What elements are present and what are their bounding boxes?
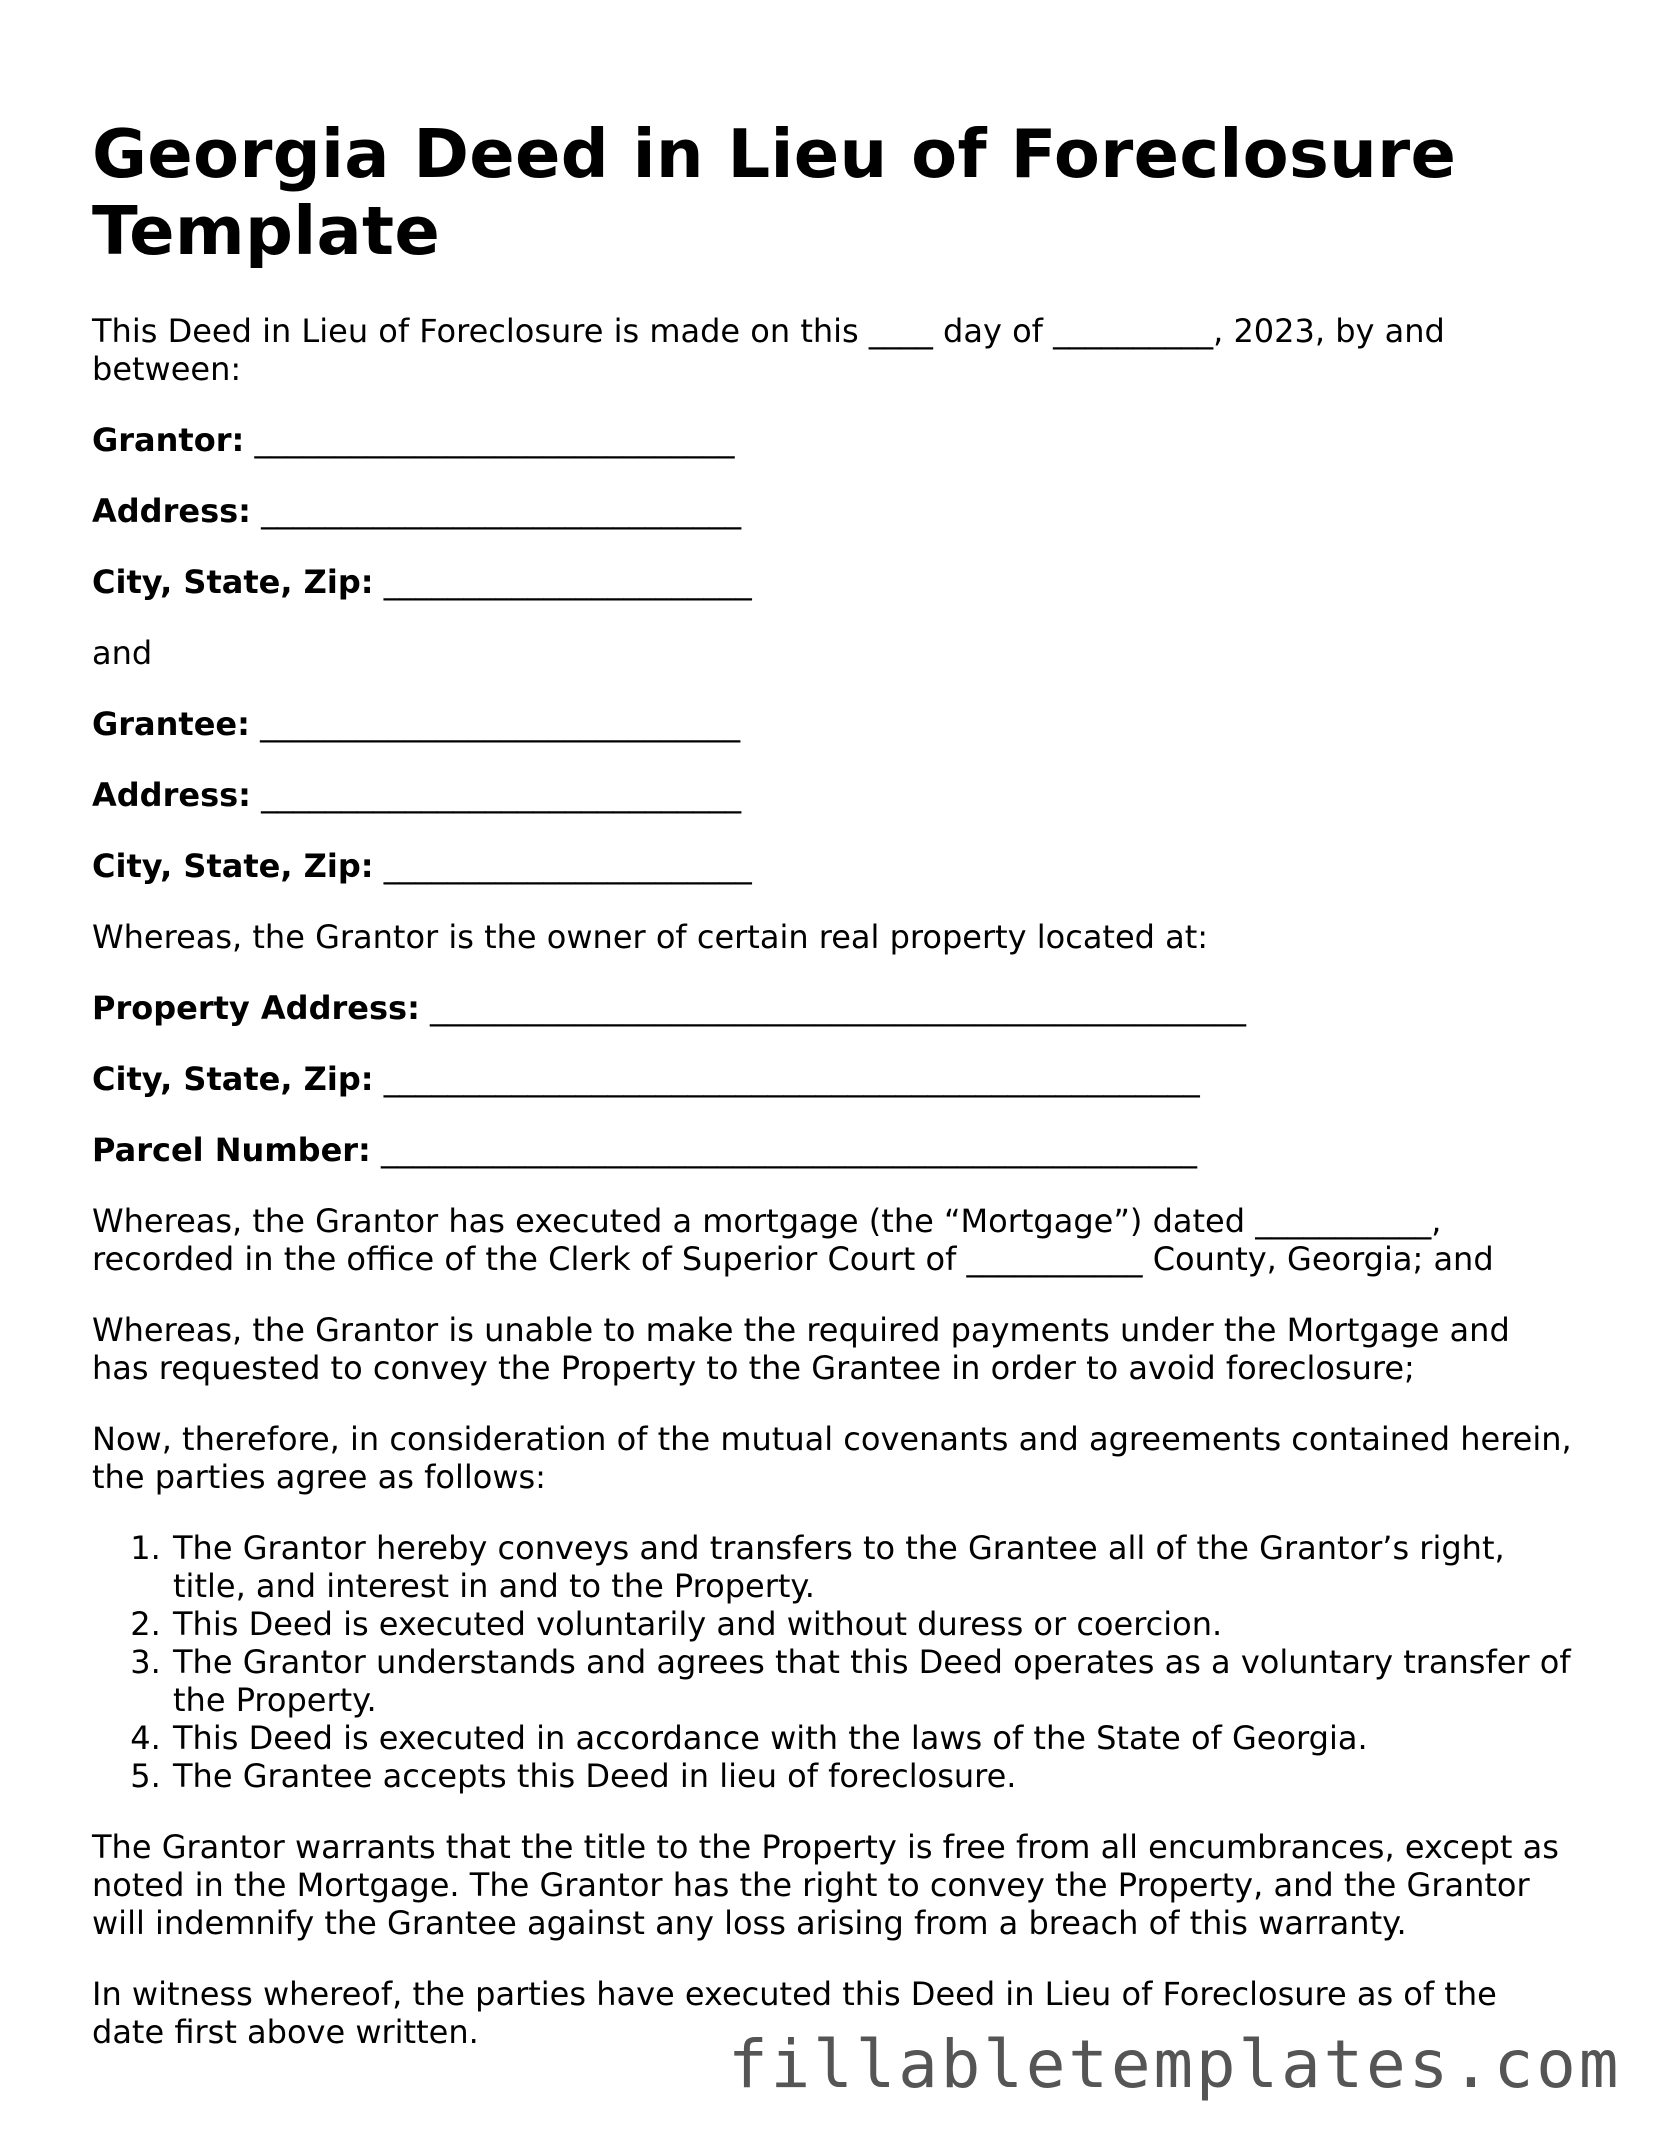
property-address-blank[interactable]: ___________________________________________________	[430, 989, 1247, 1027]
grantee-address-blank[interactable]: ______________________________	[261, 776, 742, 814]
intro-paragraph: This Deed in Lieu of Foreclosure is made on this ____ day of __________, 2023, by and between:	[92, 312, 1445, 388]
grantee-name-field	[92, 705, 1572, 743]
property-address-label: Property Address:	[92, 989, 420, 1027]
grantee-csz-field	[92, 847, 1572, 885]
whereas-unable-paragraph: Whereas, the Grantor is unable to make the required payments under the Mortgage and has requested to convey the Property to the Grantee in order to avoid foreclosure;	[92, 1311, 1510, 1387]
grantee-name-label: Grantee:	[92, 705, 250, 743]
grantor-address-blank[interactable]: ______________________________	[261, 492, 742, 530]
property-csz-field	[92, 1060, 1572, 1098]
document-page	[92, 116, 1572, 2084]
term-item: 5. The Grantee accepts this Deed in lieu of foreclosure.	[171, 1757, 1572, 1795]
grantor-csz-label: City, State, Zip:	[92, 563, 374, 601]
parcel-number-field	[92, 1131, 1572, 1169]
grantor-csz-blank[interactable]: _______________________	[383, 563, 752, 601]
document-title: Georgia Deed in Lieu of Foreclosure Template	[92, 115, 1457, 270]
grantor-name-field	[92, 421, 1572, 459]
term-item: 2. This Deed is executed voluntarily and without duress or coercion.	[171, 1605, 1572, 1643]
grantor-address-label: Address:	[92, 492, 251, 530]
grantee-csz-blank[interactable]: _______________________	[383, 847, 752, 885]
term-item: 1. The Grantor hereby conveys and transfers to the Grantee all of the Grantor’s right, title, and interest in and to the Property.	[171, 1529, 1572, 1605]
parcel-number-blank[interactable]: ___________________________________________________	[381, 1131, 1198, 1169]
grantor-name-label: Grantor:	[92, 421, 245, 459]
grantor-address-field	[92, 492, 1572, 530]
grantee-name-blank[interactable]: ______________________________	[260, 705, 741, 743]
now-therefore-paragraph: Now, therefore, in consideration of the mutual covenants and agreements contained herein, the parties agree as follows:	[92, 1420, 1572, 1496]
witness-paragraph: In witness whereof, the parties have executed this Deed in Lieu of Foreclosure as of the date first above written.	[92, 1975, 1497, 2051]
and-text: and	[92, 634, 153, 672]
grantee-address-label: Address:	[92, 776, 251, 814]
property-csz-blank[interactable]: ___________________________________________________	[383, 1060, 1200, 1098]
terms-list	[92, 1529, 1572, 1795]
grantor-csz-field	[92, 563, 1572, 601]
grantor-name-blank[interactable]: ______________________________	[254, 421, 735, 459]
warranty-paragraph: The Grantor warrants that the title to the Property is free from all encumbrances, except as noted in the Mortgage. The Grantor has the right to convey the Property, and the Grantor will indemnify the Grantee against any loss arising from a breach of this warranty.	[92, 1828, 1559, 1942]
term-item: 4. This Deed is executed in accordance with the laws of the State of Georgia.	[171, 1719, 1572, 1757]
parcel-number-label: Parcel Number:	[92, 1131, 371, 1169]
grantee-address-field	[92, 776, 1572, 814]
whereas-owner-paragraph: Whereas, the Grantor is the owner of certain real property located at:	[92, 918, 1209, 956]
whereas-mortgage-paragraph: Whereas, the Grantor has executed a mortgage (the “Mortgage”) dated ___________, recorded in the office of the Clerk of Superior Court of ___________ County, Georgia; and	[92, 1202, 1494, 1278]
grantee-csz-label: City, State, Zip:	[92, 847, 374, 885]
property-csz-label: City, State, Zip:	[92, 1060, 374, 1098]
property-address-field	[92, 989, 1572, 1027]
term-item: 3. The Grantor understands and agrees that this Deed operates as a voluntary transfer of the Property.	[171, 1643, 1572, 1719]
watermark: fillabletemplates.com	[728, 2026, 1622, 2103]
